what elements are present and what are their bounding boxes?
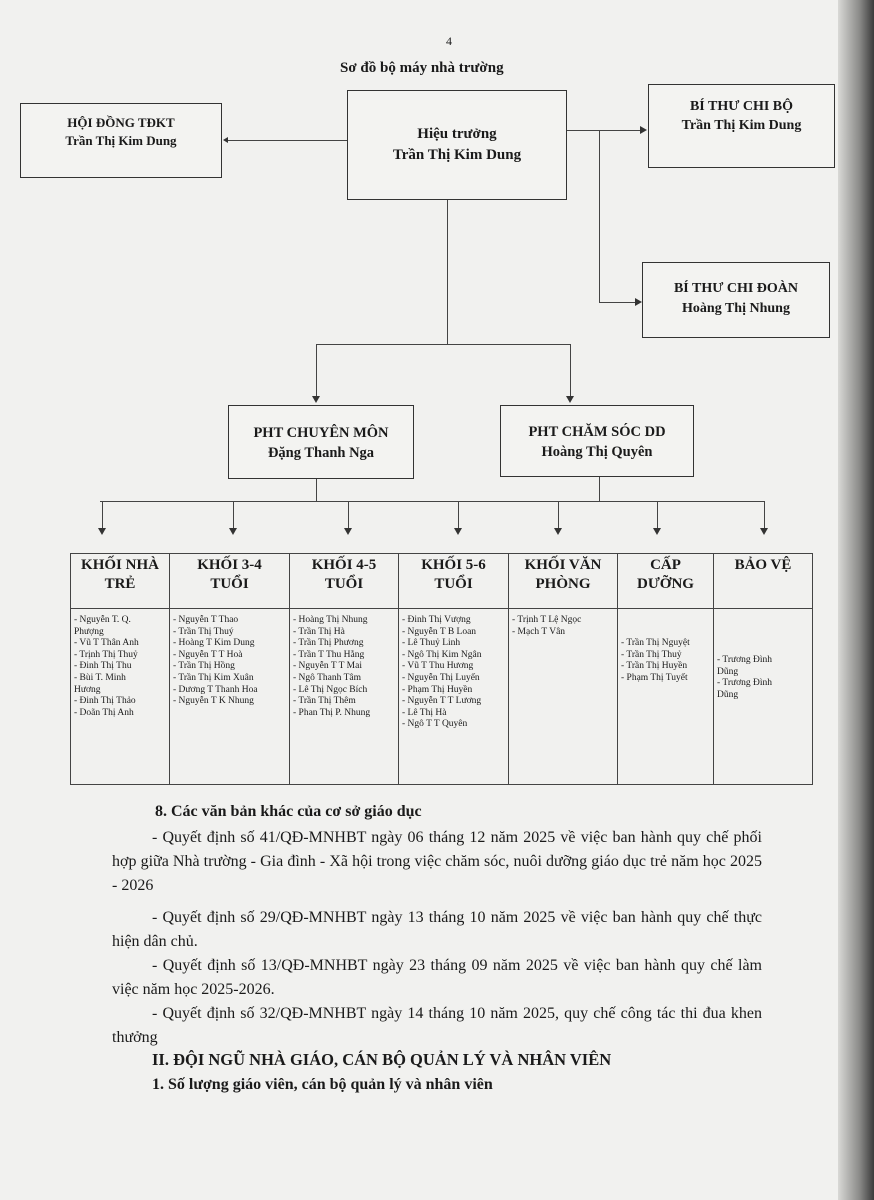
section-8-item-1: - Quyết định số 41/QĐ-MNHBT ngày 06 tháng 12 năm 2025 về việc ban hành quy chế phối hợp giữa Nhà trường - Gia đình - Xã hội trong việc chăm sóc, nuôi dưỡng giáo dục trẻ năm học 2025 - 2026: [112, 829, 762, 894]
staff-member: - Nguyễn Thị Luyến: [402, 672, 480, 683]
connector-to-party: [599, 130, 641, 131]
connector-to-vp-care: [570, 344, 571, 396]
connector-group-1: [102, 501, 103, 529]
connector-group-5: [558, 501, 559, 529]
staff-member: - Ngô Thanh Tâm: [293, 672, 361, 683]
staff-member: Dũng: [717, 689, 739, 700]
staff-member: - Nguyễn T T Mai: [293, 661, 362, 672]
group-header-kitchen: CẤP DƯỠNG: [618, 554, 714, 609]
staff-member: - Doãn Thị Anh: [74, 707, 134, 718]
vp-care-title: PHT CHĂM SÓC DD: [528, 424, 666, 440]
arrow-group-3: [344, 528, 352, 535]
vp-academic-name: Đặng Thanh Nga: [267, 445, 375, 461]
council-name: Trần Thị Kim Dung: [65, 133, 177, 148]
staff-member: - Phạm Thị Huyền: [402, 684, 473, 695]
section-8-heading: 8. Các văn bản khác của cơ sở giáo dục: [155, 803, 422, 820]
staff-member: - Hoàng T Kim Dung: [173, 638, 255, 649]
staff-member: - Trần Thị Phương: [293, 638, 364, 649]
connector-to-youth: [599, 302, 636, 303]
staff-member: - Vũ T Thân Anh: [74, 638, 139, 649]
principal-name: Trần Thị Kim Dung: [392, 147, 522, 163]
connector-principal-down: [447, 200, 448, 345]
staff-member: - Trần Thị Thuý: [173, 626, 234, 637]
groups-header-row: [71, 554, 813, 609]
staff-member: - Trần Thị Thêm: [293, 696, 356, 707]
arrow-to-council: [223, 137, 228, 143]
group-members-3-4: [170, 609, 290, 785]
vp-care-name: Hoàng Thị Quyên: [541, 444, 653, 460]
arrow-group-5: [554, 528, 562, 535]
connector-group-2: [233, 501, 234, 529]
groups-members-row: [71, 609, 813, 785]
staff-groups-table: [70, 553, 813, 785]
connector-vp-care-down: [599, 477, 600, 502]
group-header-office: KHỐI VĂN PHÒNG: [509, 554, 618, 609]
arrow-to-youth: [635, 298, 642, 306]
group-members-kitchen: [618, 609, 714, 785]
arrow-to-vp-academic: [312, 396, 320, 403]
staff-member: - Trần Thị Thuỷ: [621, 649, 682, 660]
connector-group-6: [657, 501, 658, 529]
staff-member: - Trần Thị Hà: [293, 626, 345, 637]
staff-member: - Trịnh Thị Thuỷ: [74, 649, 138, 660]
connector-principal-council: [228, 140, 347, 141]
group-members-5-6: [399, 609, 509, 785]
group-header-3-4: KHỐI 3-4 TUỔI: [170, 554, 290, 609]
arrow-group-2: [229, 528, 237, 535]
arrow-group-6: [653, 528, 661, 535]
group-header-4-5: KHỐI 4-5 TUỔI: [290, 554, 399, 609]
staff-member: [621, 627, 711, 639]
page-number: 4: [446, 34, 452, 48]
group-header-security: BẢO VỆ: [714, 554, 813, 609]
staff-member: Phượng: [74, 626, 104, 637]
staff-member: Hương: [74, 684, 101, 695]
staff-member: - Trương Đình: [717, 655, 773, 665]
party-secretary-box: [648, 84, 835, 168]
staff-member: - Trần Thị Kim Xuân: [173, 672, 254, 683]
principal-box: [347, 90, 567, 200]
staff-member: - Nguyễn T Thao: [173, 615, 239, 625]
council-box: [20, 103, 222, 178]
staff-member: - Lê Thị Ngọc Bích: [293, 684, 368, 695]
staff-member: - Vũ T Thu Hương: [402, 661, 474, 672]
page-edge-shadow: [838, 0, 874, 1200]
staff-member: Dũng: [717, 666, 739, 677]
staff-member: - Dương T Thanh Hoa: [173, 684, 258, 695]
section-II-subheading: 1. Số lượng giáo viên, cán bộ quản lý và nhân viên: [152, 1076, 493, 1093]
staff-member: - Trịnh T Lệ Ngọc: [512, 615, 582, 625]
section-II-heading: II. ĐỘI NGŨ NHÀ GIÁO, CÁN BỘ QUẢN LÝ VÀ NHÂN VIÊN: [152, 1050, 612, 1069]
staff-member: - Ngô T T Quyên: [402, 719, 468, 730]
staff-member: - Lê Thuỷ Linh: [402, 638, 461, 649]
section-8-item-3: - Quyết định số 13/QĐ-MNHBT ngày 23 tháng 09 năm 2025 về việc ban hành quy chế làm việc năm học 2025-2026.: [112, 957, 762, 998]
vp-academic-title: PHT CHUYÊN MÔN: [253, 425, 389, 441]
group-header-5-6: KHỐI 5-6 TUỔI: [399, 554, 509, 609]
staff-member: [621, 615, 711, 627]
party-secretary-title: BÍ THƯ CHI BỘ: [689, 99, 794, 114]
staff-member: - Trần Thị Huyền: [621, 661, 688, 672]
connector-to-vp-academic: [316, 344, 317, 396]
connector-principal-right: [567, 130, 599, 131]
section-8-item-2: - Quyết định số 29/QĐ-MNHBT ngày 13 tháng 10 năm 2025 về việc ban hành quy chế thực hiện dân chủ.: [112, 909, 762, 950]
council-title: HỘI ĐỒNG TĐKT: [67, 115, 175, 130]
staff-member: - Đinh Thị Thảo: [74, 696, 136, 707]
party-secretary-name: Trần Thị Kim Dung: [681, 118, 802, 133]
staff-member: - Nguyễn T T Hoà: [173, 649, 243, 660]
chart-title: Sơ đồ bộ máy nhà trường: [340, 60, 504, 76]
connector-vp-bar: [316, 344, 570, 345]
arrow-to-party: [640, 126, 647, 134]
arrow-group-7: [760, 528, 768, 535]
staff-member: - Mạch T Vân: [512, 626, 566, 637]
arrow-group-4: [454, 528, 462, 535]
connector-vp-academic-down: [316, 479, 317, 502]
staff-member: - Trần Thị Nguyệt: [621, 638, 690, 649]
staff-member: - Trần T Thu Hằng: [293, 649, 365, 660]
group-members-security: [714, 609, 813, 785]
group-members-4-5: [290, 609, 399, 785]
staff-member: - Trần Thị Hồng: [173, 661, 235, 672]
staff-member: - Nguyễn T K Nhung: [173, 696, 254, 707]
vp-care-box: [500, 405, 694, 477]
staff-member: - Bùi T. Minh: [74, 672, 126, 683]
connector-group-7: [764, 501, 765, 529]
youth-secretary-name: Hoàng Thị Nhung: [682, 301, 790, 316]
connector-group-4: [458, 501, 459, 529]
connector-groups-bar: [100, 501, 765, 502]
staff-member: - Trương Đình: [717, 678, 773, 689]
staff-member: - Nguyễn T T Lương: [402, 696, 482, 707]
staff-member: - Đinh Thị Vượng: [402, 615, 471, 625]
group-members-nursery: [71, 609, 170, 785]
staff-member: - Nguyễn T B Loan: [402, 626, 477, 637]
arrow-to-vp-care: [566, 396, 574, 403]
staff-member: - Lê Thị Hà: [402, 707, 447, 718]
staff-member: - Phan Thị P. Nhung: [293, 707, 371, 718]
staff-member: - Nguyễn T. Q.: [74, 615, 131, 625]
group-members-office: [509, 609, 618, 785]
staff-member: - Ngô Thị Kim Ngân: [402, 649, 482, 660]
group-header-nursery: KHỐI NHÀ TRẺ: [71, 554, 170, 609]
connector-group-3: [348, 501, 349, 529]
youth-secretary-box: [642, 262, 830, 338]
principal-title: Hiệu trưởng: [417, 126, 497, 142]
connector-right-trunk: [599, 130, 600, 302]
staff-member: - Hoàng Thị Nhung: [293, 615, 368, 625]
staff-member: - Phạm Thị Tuyết: [621, 672, 688, 683]
vp-academic-box: [228, 405, 414, 479]
youth-secretary-title: BÍ THƯ CHI ĐOÀN: [673, 281, 799, 296]
arrow-group-1: [98, 528, 106, 535]
staff-member: - Đinh Thị Thu: [74, 661, 132, 672]
section-8-item-4: - Quyết định số 32/QĐ-MNHBT ngày 14 tháng 10 năm 2025, quy chế công tác thi đua khen thưởng: [112, 1005, 762, 1046]
